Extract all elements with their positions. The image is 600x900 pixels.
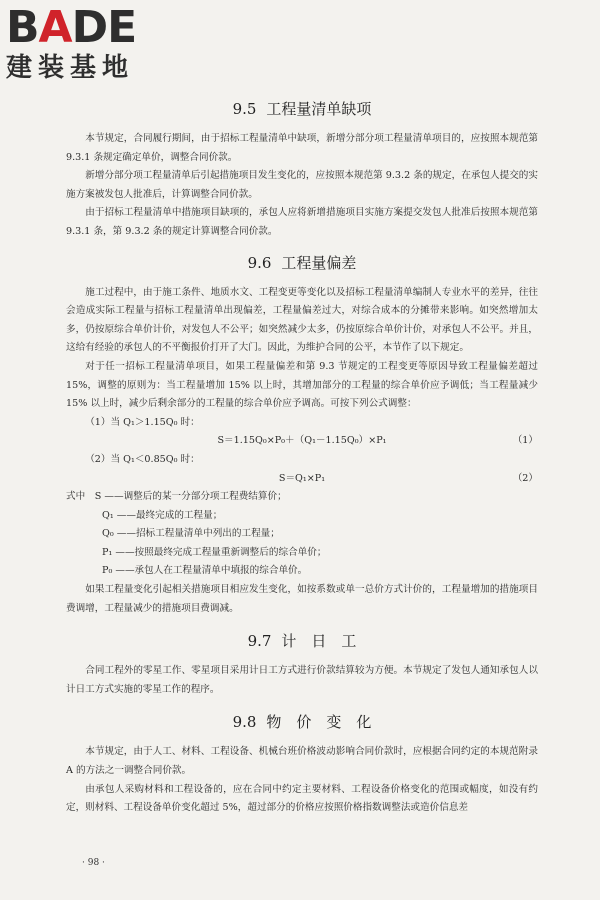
page-number: · 98 · (82, 858, 105, 868)
definition-item: Q₁ ——最终完成的工程量； (102, 509, 223, 521)
logo-subtitle: 建装基地 (6, 53, 135, 83)
paragraph: 施工过程中，由于施工条件、地质水文、工程变更等变化以及招标工程量清单编制人专业水平的差异，往往会造成实际工程量与招标工程量清单出现偏差，工程量偏差过大，对综合成本的分摊带来影响。如突然增加太多，仍按原综合单价计价，对发包人不公平；如突然减少太多，仍按原综合单价计价，对承包人不公平。并且，这给有经验的承包人的不平衡报价打开了大门。因此，为维护合同的公平，本节作了以下规定。 (66, 286, 538, 354)
section-9-5 (66, 96, 538, 242)
formula-2-number: （2） (512, 472, 538, 484)
bade-logo (6, 2, 174, 90)
paragraph: 本节规定，合同履行期间，由于招标工程量清单中缺项，新增分部分项工程量清单项目的，应按照本规范第 9.3.1 条规定确定单价，调整合同价款。 (66, 133, 538, 163)
paragraph: 由承包人采购材料和工程设备的，应在合同中约定主要材料、工程设备价格变化的范围或幅度，如没有约定，则材料、工程设备单价变化超过 5%，超过部分的价格应按照价格指数调整法或造价信息差 (66, 783, 538, 814)
paragraph: 本节规定，由于人工、材料、工程设备、机械台班价格波动影响合同价款时，应根据合同约定的本规范附录 A 的方法之一调整合同价款。 (66, 746, 538, 777)
definition-item: P₀ ——承包人在工程量清单中填报的综合单价。 (102, 565, 308, 577)
paragraph: 对于任一招标工程量清单项目，如果工程量偏差和第 9.3 节规定的工程变更等原因导致工程量偏差超过 15%，调整的原则为：当工程量增加 15% 以上时，其增加部分的工程量的综合单价应予调低；当工程量减少 15% 以上时，减少后剩余部分的工程量的综合单价应予调高。可按下列公式调整： (66, 360, 538, 410)
definition-item: P₁ ——按照最终完成工程量重新调整后的综合单价； (102, 546, 327, 558)
section-heading: 9.6 工程量偏差 (247, 253, 357, 272)
definition-item: 式中 S ——调整后的某一分部分项工程费结算价； (66, 491, 287, 503)
section-9-6 (66, 250, 538, 619)
paragraph: 如果工程量变化引起相关措施项目相应发生变化，如按系数或单一总价方式计价的，工程量增加的措施项目费调增，工程量减少的措施项目费调减。 (66, 584, 538, 614)
section-9-8 (66, 709, 538, 817)
section-heading: 9.8 物 价 变 化 (232, 713, 372, 732)
section-heading: 9.7 计 日 工 (247, 632, 357, 651)
definition-item: Q₀ ——招标工程量清单中列出的工程量； (102, 528, 280, 540)
formula-1-number: （1） (512, 435, 538, 447)
formula-2-expression: S＝Q₁×P₁ (278, 472, 326, 484)
paragraph: 由于招标工程量清单中措施项目缺项的，承包人应将新增措施项目实施方案提交发包人批准后按照本规范第 9.3.1 条，第 9.3.2 条的规定计算调整合同价款。 (66, 207, 538, 237)
condition-2: （2）当 Q₁＜0.85Q₀ 时： (85, 453, 200, 465)
condition-1: （1）当 Q₁＞1.15Q₀ 时： (85, 416, 200, 428)
variable-definitions (66, 488, 538, 581)
formula-1-expression: S＝1.15Q₀×P₀＋（Q₁－1.15Q₀）×P₁ (217, 435, 387, 447)
formula-2 (66, 470, 538, 489)
paragraph: 合同工程外的零星工作、零星项目采用计日工方式进行价款结算较为方便。本节规定了发包人通知承包人以计日工方式实施的零星工作的程序。 (66, 665, 538, 695)
page-content (66, 96, 538, 818)
paragraph: 新增分部分项工程量清单后引起措施项目发生变化的，应按照本规范第 9.3.2 条的规定，在承包人提交的实施方案被发包人批准后，计算调整合同价款。 (66, 170, 538, 200)
logo-brand: BADE (6, 2, 137, 53)
section-heading: 9.5 工程量清单缺项 (232, 100, 372, 118)
section-9-7 (66, 628, 538, 699)
formula-1 (66, 432, 538, 451)
